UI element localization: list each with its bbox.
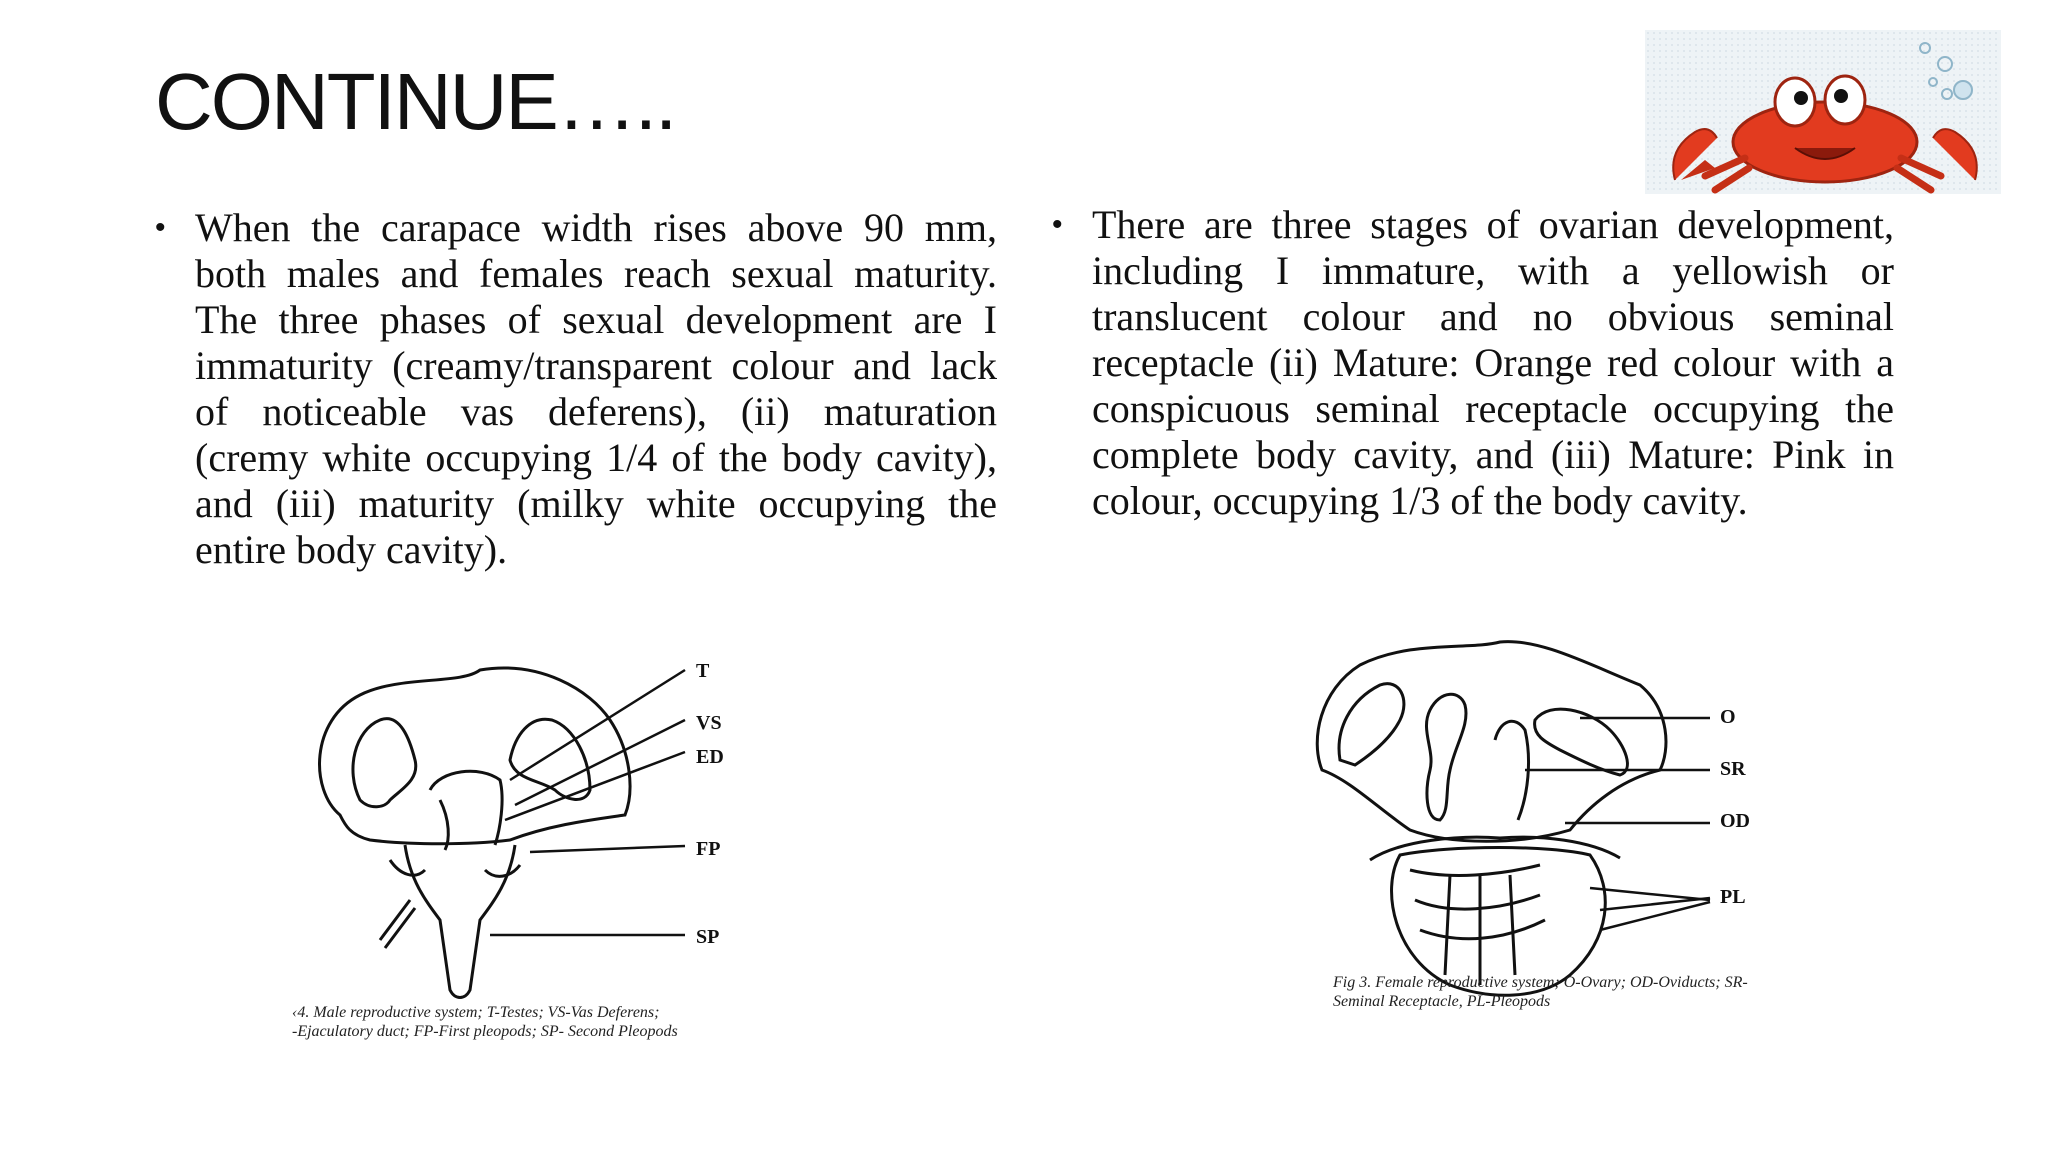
female-reproductive-figure: [1300, 630, 1820, 1020]
male-anatomy-drawing: [290, 640, 750, 1050]
left-bullet-text: When the carapace width rises above 90 mm, both males and females reach sexual maturity. The three phases of sexual development are I immaturity (creamy/transparent colour and lack of noticeable vas deferens), (ii) maturation (cremy white occupying 1/4 of the body cavity), and (iii) maturity (milky white occupying the entire body cavity).: [195, 205, 997, 572]
female-figure-caption: Fig 3. Female reproductive system; O-Ovary; OD-Oviducts; SR- Seminal Receptacle, PL-Pleopods: [1333, 974, 1748, 1010]
crab-illustration: [1645, 30, 2001, 194]
right-bullet: [1052, 202, 1894, 524]
bullet-marker: •: [155, 211, 166, 244]
right-bullet-text: There are three stages of ovarian development, including I immature, with a yellowish or translucent colour and no obvious seminal receptacle (ii) Mature: Orange red colour with a conspicuous seminal receptacle occupying the complete body cavity, and (iii) Mature: Pink in colour, occupying 1/3 of the body cavity.: [1092, 202, 1894, 523]
label-ed: ED: [696, 746, 724, 768]
label-o: O: [1720, 706, 1736, 728]
bullet-marker: •: [1052, 208, 1063, 241]
label-t: T: [696, 660, 710, 682]
label-sp: SP: [696, 926, 720, 948]
male-figure-caption: ‹4. Male reproductive system; T-Testes; VS-Vas Deferens; -Ejaculatory duct; FP-First pleopods; SP- Second Pleopods: [292, 1004, 678, 1040]
slide-title: CONTINUE…..: [155, 57, 676, 146]
label-od: OD: [1720, 810, 1750, 832]
male-reproductive-figure: [290, 640, 750, 1050]
label-fp: FP: [696, 838, 721, 860]
crab-icon: [1645, 30, 2001, 194]
label-pl: PL: [1720, 886, 1746, 908]
left-bullet: [155, 205, 997, 573]
label-sr: SR: [1720, 758, 1746, 780]
label-vs: VS: [696, 712, 722, 734]
